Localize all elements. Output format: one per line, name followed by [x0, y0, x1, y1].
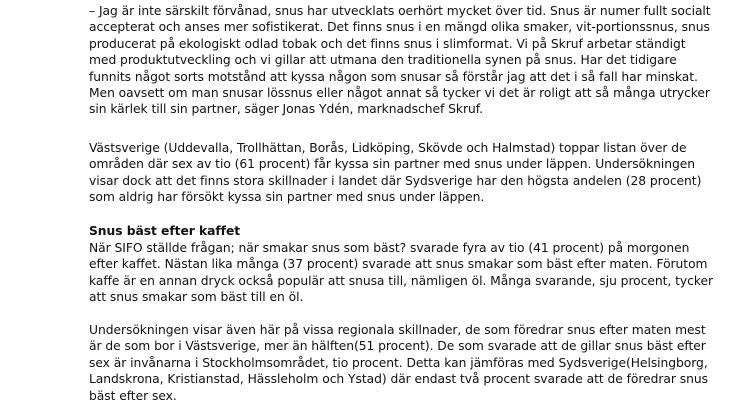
section-heading-block [89, 223, 689, 239]
text-line: – Jag är inte särskilt förvånad, snus har utvecklats oerhört mycket över tid. Snus är numer fullt socialt [89, 4, 711, 18]
text-line: med produktutveckling och vi gillar att utmana den traditionella synen på snus. Har det tidigare [89, 53, 677, 68]
text-line: att snus smakar som bäst till en öl. [89, 290, 304, 305]
paragraph-sifo [89, 240, 713, 306]
section-heading: Snus bäst efter kaffet [89, 224, 241, 238]
text-line: Landskrona, Kristianstad, Hässleholm och Ystad) där endast två procent svarade att de föredrar snus [89, 372, 708, 387]
text-line: Men oavsett om man snusar lössnus eller något annat så tycker vi det är roligt att så många utrycker [89, 85, 710, 100]
text-line: områden där sex av tio (61 procent) får kyssa sin partner med snus under läppen. Undersökningen [89, 157, 695, 172]
text-line: producerat på ekologiskt odlad tobak och det finns snus i slimformat. Vi på Skruf arbetar ständigt [89, 36, 686, 51]
text-line: sex är invånarna i Stockholmsområdet, tio procent. Detta kan jämföras med Sydsverige(Helsingborg, [89, 355, 708, 370]
text-line: Undersökningen visar även här på vissa regionala skillnader, de som föredrar snus efter maten mest [89, 323, 706, 337]
text-line: efter kaffet. Nästan lika många (37 procent) svarade att snus smakar som bäst efter maten. Förutom [89, 257, 708, 272]
text-line: bäst efter sex. [89, 388, 177, 403]
text-line: funnits något sorts motstånd att kyssa någon som snusar så förstår jag att det i så fall har minskat. [89, 69, 698, 84]
text-line: kaffe är en annan dryck också populär att snusa till, nämligen öl. Många svarande, sju procent, tycker [89, 273, 713, 288]
text-line: är de som bor i Västsverige, mer än hälften(51 procent). De som svarade att de gillar snus bäst efter [89, 339, 706, 354]
text-line: som aldrig har försökt kyssa sin partner med snus under läppen. [89, 190, 485, 205]
text-line: När SIFO ställde frågan; när smakar snus som bäst? svarade fyra av tio (41 procent) på morgonen [89, 241, 690, 255]
text-line: Västsverige (Uddevalla, Trollhättan, Borås, Lidköping, Skövde och Halmstad) toppar listan över de [89, 141, 687, 155]
text-line: accepterat och anses mer sofistikerat. Det finns snus i en mängd olika smaker, vit-portionssnus, snus [89, 20, 710, 35]
paragraph-regional-differences [89, 322, 708, 404]
paragraph-regions [89, 140, 702, 206]
paragraph-quote [89, 3, 711, 118]
text-line: visar dock att det finns stora skillnader i landet där Sydsverige har den högsta andelen (28 procent) [89, 173, 702, 188]
text-line: sin kärlek till sin partner, säger Jonas Ydén, marknadschef Skruf. [89, 102, 483, 117]
